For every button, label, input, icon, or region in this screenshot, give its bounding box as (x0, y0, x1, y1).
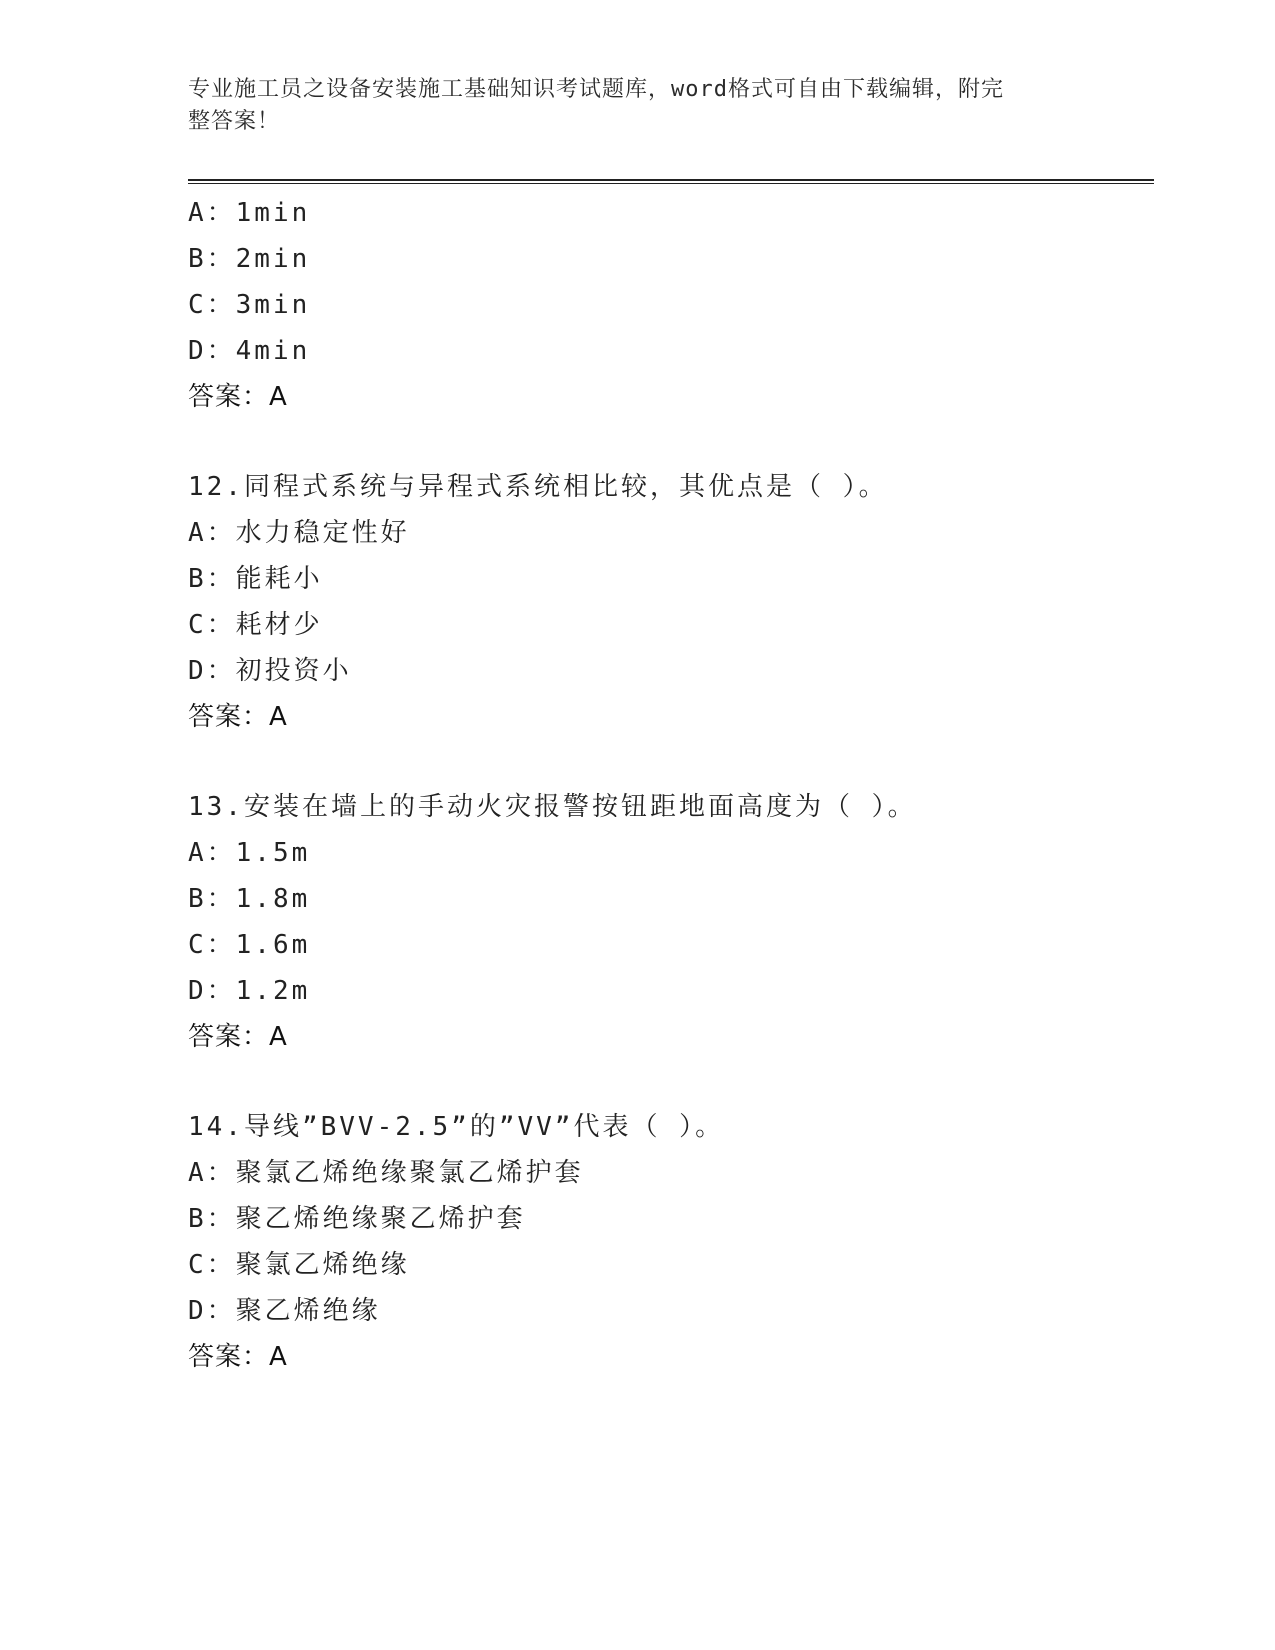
option-b: B：聚乙烯绝缘聚乙烯护套 (188, 1204, 526, 1234)
option-c: C：耗材少 (188, 610, 323, 640)
question-text: 14.导线”BVV-2.5”的”VV”代表（ ）。 (188, 1112, 725, 1142)
option-d: D：1.2m (188, 976, 311, 1006)
option-b: B：能耗小 (188, 564, 323, 594)
answer-label: 答案： (188, 702, 270, 732)
header-line-1: 专业施工员之设备安装施工基础知识考试题库，word格式可自由下载编辑，附完 (188, 77, 1004, 102)
document-header (188, 74, 1068, 138)
option-c: C：聚氯乙烯绝缘 (188, 1250, 410, 1280)
question-13 (188, 784, 1148, 1060)
answer-label: 答案： (188, 382, 270, 412)
answer-value: A (269, 1342, 288, 1372)
option-d: D：初投资小 (188, 656, 352, 686)
option-a: A：1min (188, 198, 311, 228)
header-line-2: 整答案！ (188, 109, 281, 134)
answer-line (188, 1334, 1148, 1380)
option-d: D：聚乙烯绝缘 (188, 1296, 381, 1326)
question-text: 12.同程式系统与异程式系统相比较，其优点是（ ）。 (188, 472, 888, 502)
option-b: B：1.8m (188, 884, 311, 914)
option-a: A：聚氯乙烯绝缘聚氯乙烯护套 (188, 1158, 584, 1188)
option-d: D：4min (188, 336, 311, 366)
question-list (188, 190, 1148, 1380)
answer-line (188, 1014, 1148, 1060)
header-rule-thick (188, 179, 1154, 181)
option-b: B：2min (188, 244, 311, 274)
answer-line (188, 694, 1148, 740)
answer-label: 答案： (188, 1342, 270, 1372)
option-a: A：1.5m (188, 838, 311, 868)
answer-value: A (269, 382, 288, 412)
answer-value: A (269, 702, 288, 732)
option-c: C：1.6m (188, 930, 311, 960)
answer-line (188, 374, 1148, 420)
answer-label: 答案： (188, 1022, 270, 1052)
header-rule-thin (188, 183, 1154, 184)
option-c: C：3min (188, 290, 311, 320)
question-11 (188, 190, 1148, 420)
question-text: 13.安装在墙上的手动火灾报警按钮距地面高度为（ ）。 (188, 792, 917, 822)
question-14 (188, 1104, 1148, 1380)
option-a: A：水力稳定性好 (188, 518, 410, 548)
answer-value: A (269, 1022, 288, 1052)
question-12 (188, 464, 1148, 740)
